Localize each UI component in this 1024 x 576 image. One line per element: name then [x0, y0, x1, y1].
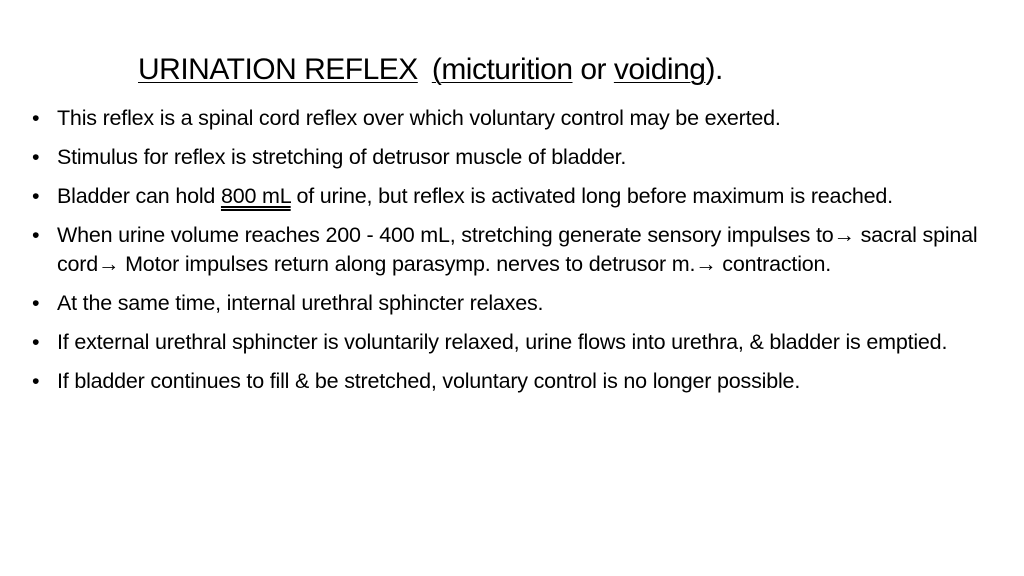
bullet-icon: • [32, 223, 40, 247]
bullet-icon: • [32, 330, 40, 354]
slide-title [138, 52, 723, 88]
bullet-item-3 [30, 182, 1015, 211]
bullet-text: If external urethral sphincter is voluntarily relaxed, urine flows into urethra, & bladder is emptied. [57, 330, 948, 354]
bullet-text: This reflex is a spinal cord reflex over which voluntary control may be exerted. [57, 106, 781, 130]
bullet-item-1 [30, 104, 1015, 133]
bullet-icon: • [32, 106, 40, 130]
title-voiding: voiding [613, 53, 706, 86]
bullet-text: At the same time, internal urethral sphincter relaxes. [57, 291, 544, 315]
bullet-item-2 [30, 143, 1015, 172]
title-micturition: micturition [441, 53, 573, 86]
bullet-item-6 [30, 328, 1015, 357]
bullet-icon: • [32, 291, 40, 315]
bullet-text: Stimulus for reflex is stretching of detrusor muscle of bladder. [57, 145, 627, 169]
title-paren-close: ). [705, 53, 723, 86]
bullet-icon: • [32, 184, 40, 208]
title-or: or [572, 53, 614, 86]
title-paren-open: ( [431, 53, 442, 86]
bullet-item-4 [30, 221, 1015, 279]
bladder-capacity-value: 800 mL [220, 184, 291, 208]
bullet-item-7 [30, 367, 1015, 396]
bullet-text: When urine volume reaches 200 - 400 mL, stretching generate sensory impulses to→ sacral spinal cord→ Motor impulses return along parasymp. nerves to detrusor m.→ contraction. [57, 223, 978, 276]
bullet-list [30, 104, 1015, 406]
bullet-icon: • [32, 145, 40, 169]
bullet-icon: • [32, 369, 40, 393]
title-main: URINATION REFLEX [138, 53, 418, 86]
bullet-text: If bladder continues to fill & be stretched, voluntary control is no longer possible. [57, 369, 801, 393]
bullet-item-5 [30, 289, 1015, 318]
bullet-text-post: of urine, but reflex is activated long before maximum is reached. [290, 184, 893, 208]
bullet-text-pre: Bladder can hold [57, 184, 221, 208]
